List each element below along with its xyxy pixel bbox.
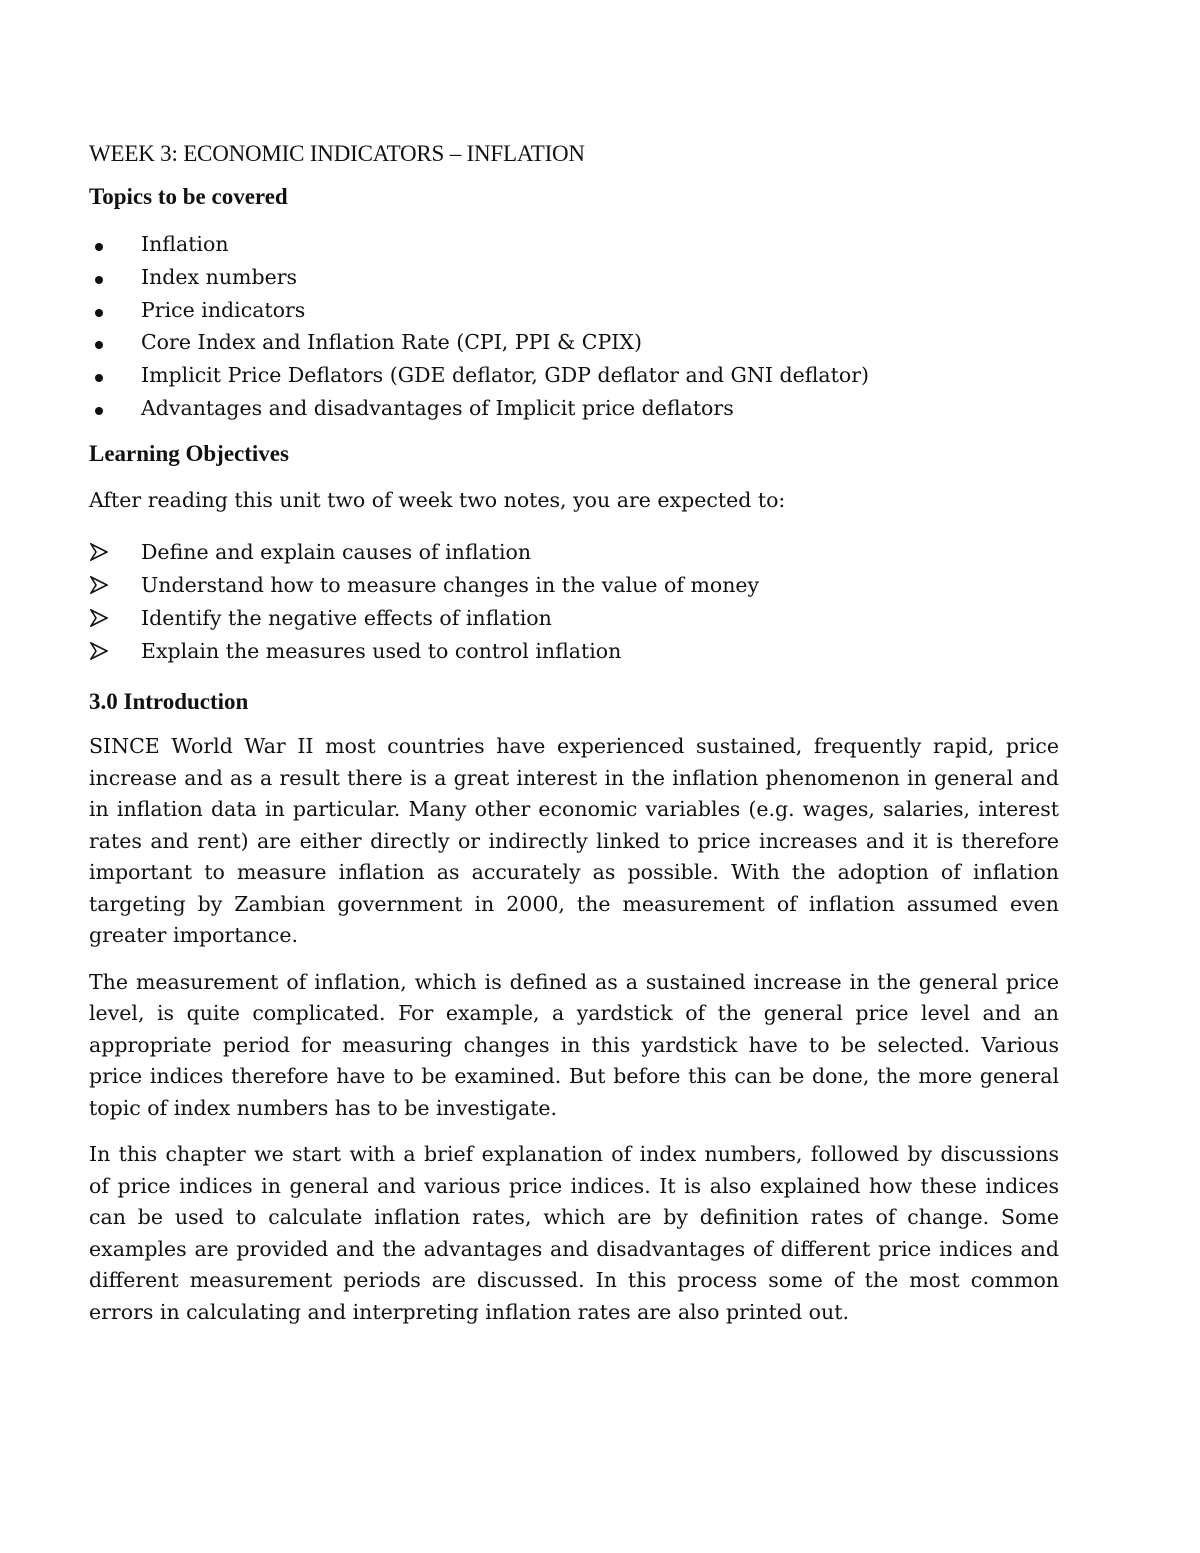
arrowhead-bullet-icon [90, 609, 108, 627]
list-item-text: Identify the negative effects of inflation [141, 605, 552, 630]
list-item [89, 635, 1059, 668]
list-item [89, 359, 1059, 392]
list-item [89, 392, 1059, 425]
bullet-icon [95, 407, 103, 415]
objectives-intro: After reading this unit two of week two notes, you are expected to: [89, 487, 786, 512]
bullet-icon [95, 276, 103, 284]
bullet-icon [95, 374, 103, 382]
intro-paragraph: In this chapter we start with a brief explanation of index numbers, followed by discussions of price indices in general and various price indices. It is also explained how these indices can be used to calculate inflation rates, which are by definition rates of change. Some examples are provided and the advantages and disadvantages of different price indices and different measurement periods are discussed. In this process some of the most common errors in calculating and interpreting inflation rates are also printed out. [89, 1142, 1059, 1324]
page-title: WEEK 3: ECONOMIC INDICATORS – INFLATION [89, 141, 585, 166]
list-item-text: Core Index and Inflation Rate (CPI, PPI & CPIX) [141, 330, 642, 355]
intro-paragraph: SINCE World War II most countries have experienced sustained, frequently rapid, price increase and as a result there is a great interest in the inflation phenomenon in general and in inflation data in particular. Many other economic variables (e.g. wages, salaries, interest rates and rent) are either directly or indirectly linked to price increases and it is therefore important to measure inflation as accurately as possible. With the adoption of inflation targeting by Zambian government in 2000, the measurement of inflation assumed even greater importance. [89, 734, 1059, 948]
intro-paragraph: The measurement of inflation, which is defined as a sustained increase in the general price level, is quite complicated. For example, a yardstick of the general price level and an appropriate period for measuring changes in this yardstick have to be selected. Various price indices therefore have to be examined. But before this can be done, the more general topic of index numbers has to be investigate. [89, 969, 1059, 1120]
list-item [89, 569, 1059, 602]
list-item-text: Index numbers [141, 264, 298, 289]
document-page [89, 138, 1059, 1343]
list-item-text: Implicit Price Deflators (GDE deflator, GDP deflator and GNI deflator) [141, 363, 870, 388]
objectives-heading: Learning Objectives [89, 440, 289, 466]
bullet-icon [95, 341, 103, 349]
list-item [89, 261, 1059, 294]
list-item-text: Advantages and disadvantages of Implicit price deflators [141, 395, 734, 420]
topics-heading: Topics to be covered [89, 184, 288, 209]
arrowhead-bullet-icon [90, 576, 108, 594]
list-item-text: Define and explain causes of inflation [141, 540, 532, 565]
objectives-list [89, 536, 1059, 667]
bullet-icon [95, 243, 103, 251]
arrowhead-bullet-icon [90, 543, 108, 561]
intro-heading: 3.0 Introduction [89, 689, 249, 715]
list-item [89, 228, 1059, 261]
list-item-text: Inflation [141, 232, 229, 256]
list-item [89, 294, 1059, 327]
list-item [89, 326, 1059, 359]
topics-list [89, 228, 1059, 425]
list-item-text: Explain the measures used to control inflation [141, 638, 622, 663]
list-item [89, 602, 1059, 635]
list-item-text: Understand how to measure changes in the value of money [141, 573, 760, 598]
list-item [89, 536, 1059, 569]
arrowhead-bullet-icon [90, 642, 108, 660]
list-item-text: Price indicators [141, 297, 306, 322]
bullet-icon [95, 309, 103, 317]
